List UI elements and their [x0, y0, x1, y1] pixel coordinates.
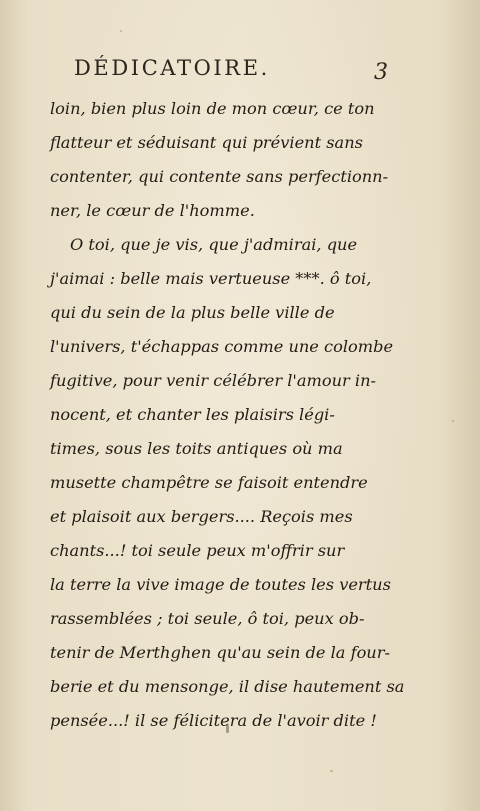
page-number: 3 — [374, 60, 388, 85]
text-line: berie et du mensonge, il dise hautement sa — [50, 677, 405, 696]
text-line: ner, le cœur de l'homme. — [50, 201, 255, 220]
text-line: l'univers, t'échappas comme une colombe — [50, 337, 394, 356]
text-line: qui du sein de la plus belle ville de — [50, 303, 335, 322]
signature-mark — [226, 724, 229, 733]
text-line: rassemblées ; toi seule, ô toi, peux ob- — [50, 609, 365, 628]
text-line: flatteur et séduisant qui prévient sans — [50, 133, 363, 152]
text-line: chants...! toi seule peux m'offrir sur — [50, 541, 345, 560]
paragraph-first-line: O toi, que je vis, que j'admirai, que — [70, 235, 358, 254]
text-line: pensée...! il se félicitera de l'avoir dite ! — [50, 711, 377, 730]
text-line: musette champêtre se faisoit entendre — [50, 473, 368, 492]
text-line: contenter, qui contente sans perfectionn- — [50, 167, 389, 186]
text-line: et plaisoit aux bergers.... Reçois mes — [50, 507, 353, 526]
text-line: nocent, et chanter les plaisirs légi- — [50, 405, 335, 424]
text-line: fugitive, pour venir célébrer l'amour in- — [50, 371, 377, 390]
text-line: j'aimai : belle mais vertueuse ***. ô toi, — [50, 269, 372, 288]
running-head: DÉDICATOIRE. — [74, 56, 270, 80]
text-line: times, sous les toits antiques où ma — [50, 439, 343, 458]
text-line: tenir de Merthghen qu'au sein de la four- — [50, 643, 390, 662]
text-line: loin, bien plus loin de mon cœur, ce ton — [50, 99, 375, 118]
paper-speck — [330, 770, 333, 772]
dedication-text — [50, 92, 410, 738]
text-line: la terre la vive image de toutes les vertus — [50, 575, 391, 594]
paper-speck — [452, 420, 454, 422]
paper-speck — [120, 30, 122, 32]
